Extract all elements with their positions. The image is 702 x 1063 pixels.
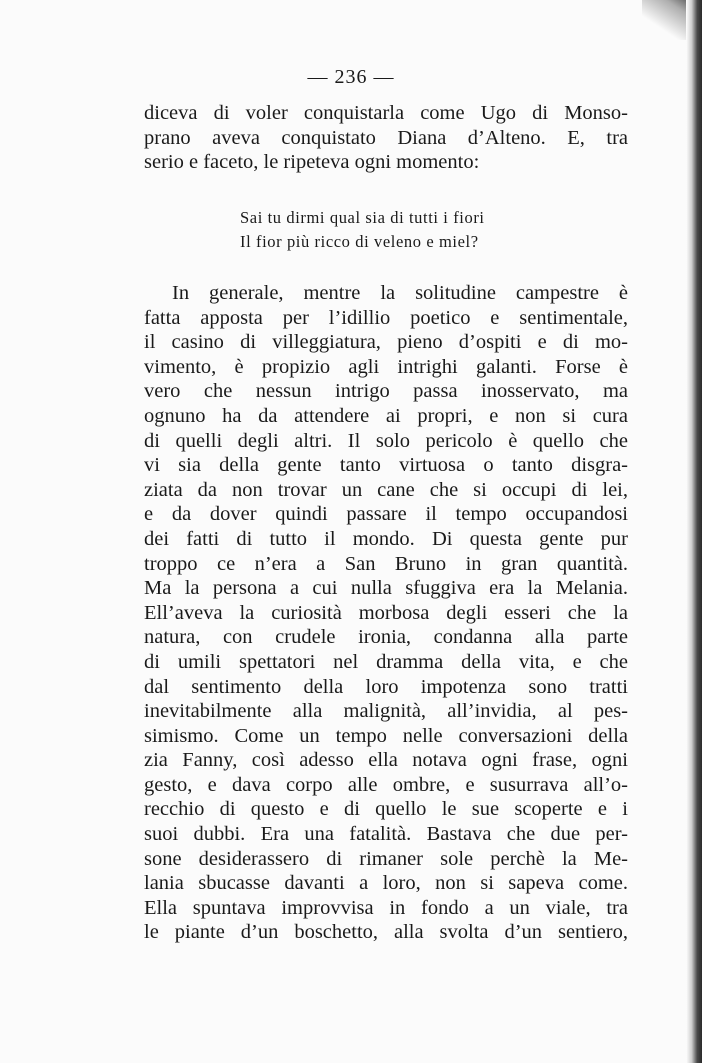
- verse-line: Sai tu dirmi qual sia di tutti i fiori: [240, 208, 485, 227]
- text-line: Ella spuntava improvvisa in fondo a un viale, tra: [144, 896, 628, 919]
- text-line: e da dover quindi passare il tempo occupandosi: [144, 503, 628, 526]
- verse-quote: [240, 206, 560, 254]
- text-line: di quelli degli altri. Il solo pericolo è quello che: [144, 429, 628, 452]
- text-line: il casino di villeggiatura, pieno d’ospiti e di mo-: [144, 331, 628, 354]
- paragraph-2: [144, 281, 628, 945]
- text-line: inevitabilmente alla malignità, all’invidia, al pes-: [144, 700, 628, 723]
- text-line: Ell’aveva la curiosità morbosa degli esseri che la: [144, 601, 628, 624]
- text-line: le piante d’un boschetto, alla svolta d’un sentiero,: [144, 921, 628, 944]
- verse-line: Il fior più ricco di veleno e miel?: [240, 232, 479, 251]
- text-line: dei fatti di tutto il mondo. Di questa gente pur: [144, 527, 628, 550]
- text-line: prano aveva conquistato Diana d’Alteno. E, tra: [144, 126, 628, 149]
- text-line: sone desiderassero di rimaner sole perchè la Me-: [144, 847, 628, 870]
- text-line: Ma la persona a cui nulla sfuggiva era la Melania.: [144, 577, 628, 600]
- text-line: suoi dubbi. Era una fatalità. Bastava che due per-: [144, 823, 628, 846]
- text-line: In generale, mentre la solitudine campestre è: [172, 282, 628, 304]
- paragraph-1: [144, 101, 628, 175]
- text-line: vimento, è propizio agli intrighi galanti. Forse è: [144, 355, 628, 378]
- text-line: zia Fanny, così adesso ella notava ogni frase, ogni: [144, 749, 628, 772]
- text-line: serio e faceto, le ripeteva ogni momento:: [144, 151, 480, 174]
- page-edge-shadow: [686, 0, 702, 1063]
- text-line: ognuno ha da attendere ai propri, e non si cura: [144, 404, 628, 427]
- text-line: simismo. Come un tempo nelle conversazioni della: [144, 724, 628, 747]
- text-line: lania sbucasse davanti a loro, non si sapeva come.: [144, 872, 628, 895]
- text-line: vi sia della gente tanto virtuosa o tanto disgra-: [144, 454, 628, 477]
- page-number: — 236 —: [307, 66, 395, 88]
- text-line: fatta apposta per l’idillio poetico e sentimentale,: [144, 306, 628, 329]
- text-line: natura, con crudele ironia, condanna alla parte: [144, 626, 628, 649]
- text-line: ziata da non trovar un cane che si occupi di lei,: [144, 478, 628, 501]
- text-line: dal sentimento della loro impotenza sono tratti: [144, 675, 628, 698]
- text-line: di umili spettatori nel dramma della vita, e che: [144, 650, 628, 673]
- text-line: diceva di voler conquistarla come Ugo di Monso-: [144, 102, 628, 124]
- text-line: recchio di questo e di quello le sue scoperte e i: [144, 798, 628, 821]
- text-line: troppo ce n’era a San Bruno in gran quantità.: [144, 552, 628, 575]
- text-line: vero che nessun intrigo passa inosservato, ma: [144, 380, 628, 403]
- text-line: gesto, e dava corpo alle ombre, e susurrava all’o-: [144, 773, 628, 796]
